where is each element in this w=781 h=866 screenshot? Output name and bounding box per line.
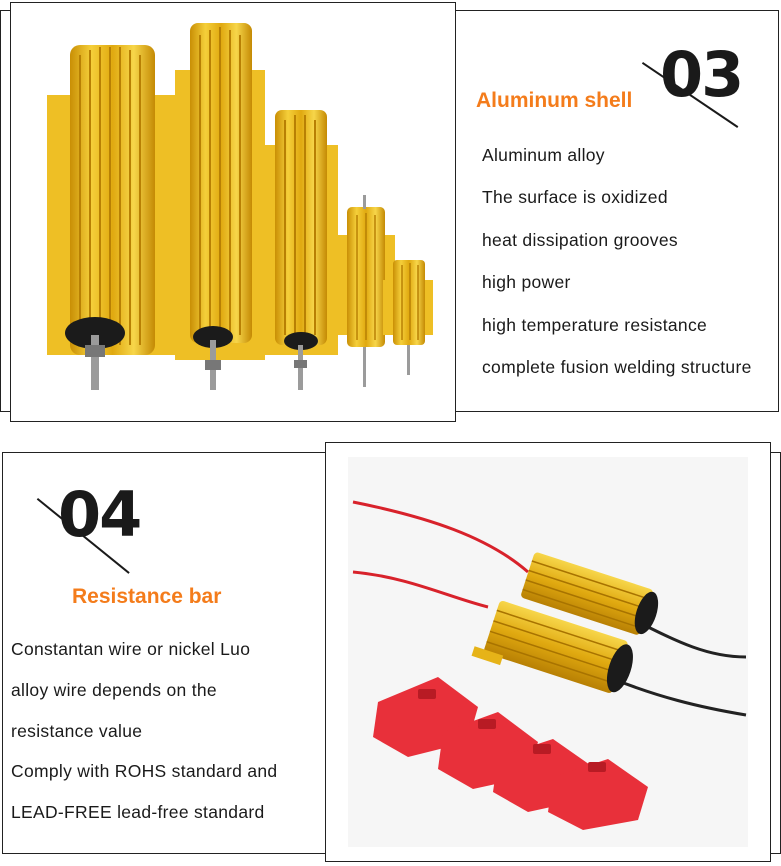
- resistors-with-wires-photo: [348, 457, 748, 847]
- section-04-number: 04: [58, 478, 141, 551]
- resistor-large: [47, 45, 182, 390]
- section-03-line-4: high power: [482, 272, 571, 292]
- section-04-line-4: Comply with ROHS standard and: [11, 761, 278, 781]
- resistors-lineup-photo: [25, 15, 441, 411]
- section-04-line-1: Constantan wire or nickel Luo: [11, 639, 251, 659]
- section-03-line-6: complete fusion welding structure: [482, 357, 752, 377]
- section-03-line-1: Aluminum alloy: [482, 145, 605, 165]
- section-04-photo-frame: [325, 442, 771, 862]
- resistor-tall: [175, 23, 265, 390]
- section-03-line-3: heat dissipation grooves: [482, 230, 678, 250]
- section-04-heading: Resistance bar: [72, 585, 222, 608]
- section-03-heading: Aluminum shell: [476, 89, 633, 112]
- section-03-line-5: high temperature resistance: [482, 315, 708, 335]
- section-03-line-2: The surface is oxidized: [482, 187, 668, 207]
- section-03-photo-frame: [10, 2, 456, 422]
- section-04-line-3: resistance value: [11, 721, 143, 741]
- resistor-medium: [260, 110, 338, 390]
- section-03-number: 03: [660, 38, 743, 111]
- section-04-line-2: alloy wire depends on the: [11, 680, 217, 700]
- section-04-line-5: LEAD-FREE lead-free standard: [11, 802, 265, 822]
